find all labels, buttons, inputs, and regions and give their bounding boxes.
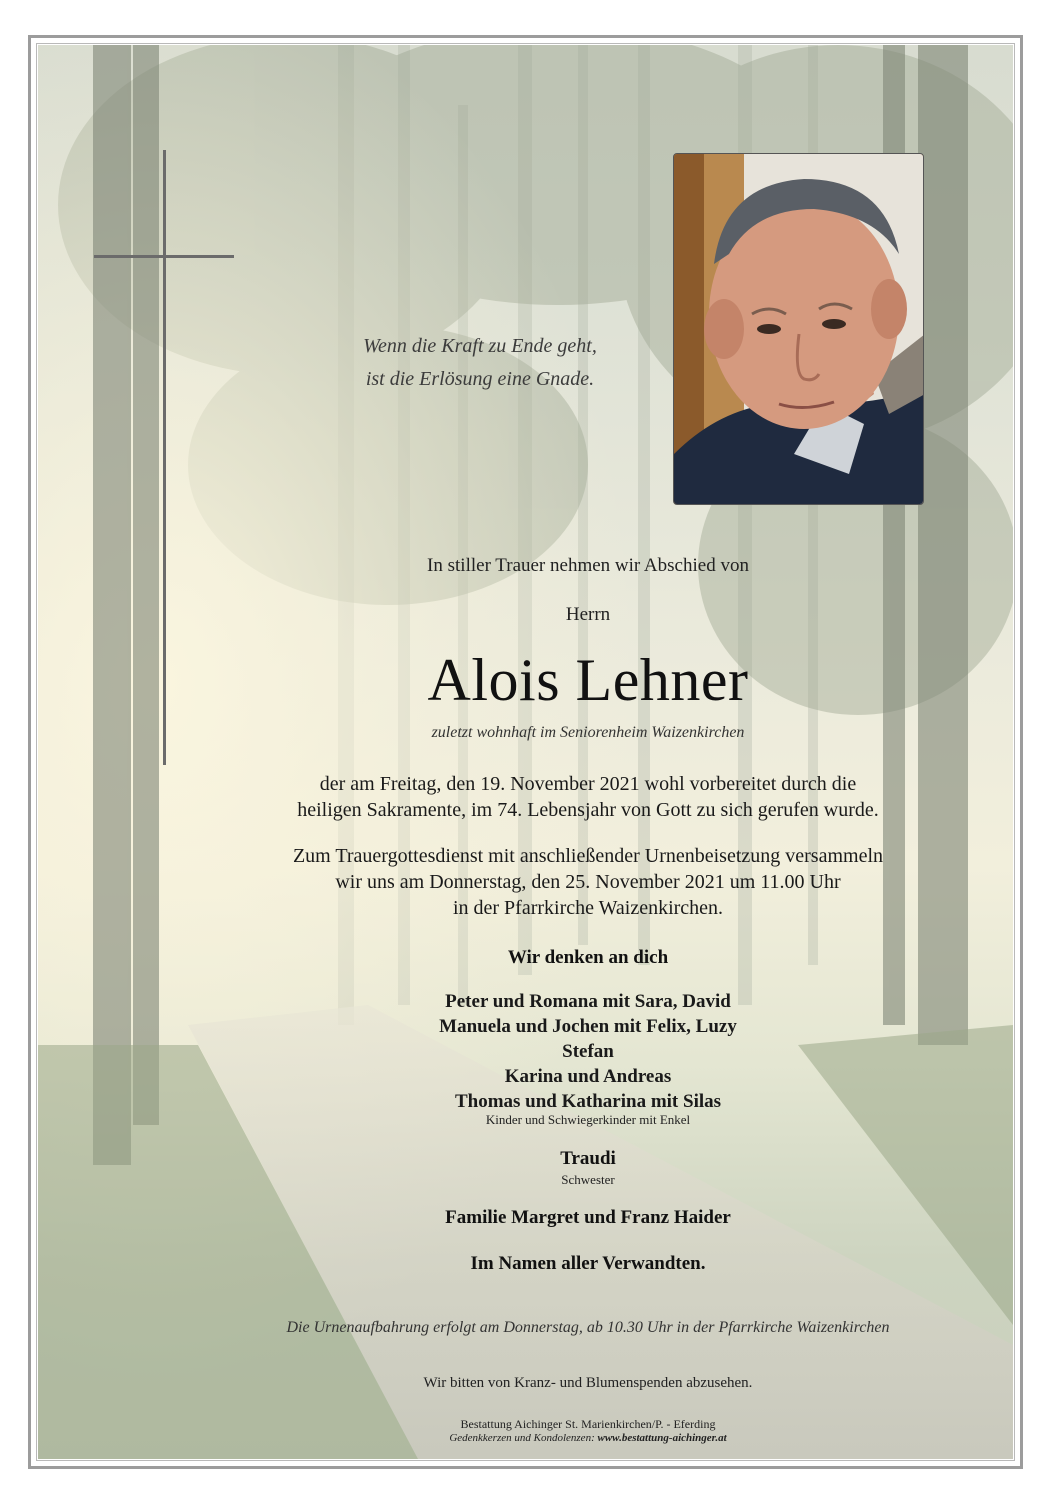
memorial-quote xyxy=(290,330,670,396)
family-entry: Manuela und Jochen mit Felix, Luzy xyxy=(439,1016,737,1037)
family-entry: Thomas und Katharina mit Silas xyxy=(454,1091,722,1112)
condolence-website-link[interactable]: www.bestattung-aichinger.at xyxy=(597,1432,727,1444)
sibling-name: Traudi xyxy=(560,1148,616,1169)
funeral-service xyxy=(160,843,1016,921)
quote-line-2: ist die Erlösung eine Gnade. xyxy=(365,368,595,390)
urn-notice: Die Urnenaufbahrung erfolgt am Donnerstag, ab 10.30 Uhr in der Pfarrkirche Waizenkirchen xyxy=(286,1319,890,1336)
relatives-line: Im Namen aller Verwandten. xyxy=(470,1253,706,1274)
quote-line-1: Wenn die Kraft zu Ende geht, xyxy=(363,335,597,357)
portrait-image xyxy=(674,154,924,505)
service-line-1: Zum Trauergottesdienst mit anschließender Urnenbeisetzung versammeln xyxy=(292,845,884,867)
family-entry: Peter und Romana mit Sara, David xyxy=(445,991,731,1012)
family-list xyxy=(160,989,1016,1114)
death-line-1: der am Freitag, den 19. November 2021 wohl vorbereitet durch die xyxy=(319,773,857,795)
haider-family: Familie Margret und Franz Haider xyxy=(445,1207,731,1228)
salutation: Herrn xyxy=(565,604,611,625)
service-line-3: in der Pfarrkirche Waizenkirchen. xyxy=(452,897,724,919)
remember-heading: Wir denken an dich xyxy=(507,947,669,968)
service-line-2: wir uns am Donnerstag, den 25. November 2021 um 11.00 Uhr xyxy=(335,871,841,893)
sibling-caption: Schwester xyxy=(561,1172,615,1187)
condolence-label: Gedenkkerzen und Kondolenzen: xyxy=(449,1432,595,1444)
deceased-portrait xyxy=(673,153,924,505)
last-residence: zuletzt wohnhaft im Seniorenheim Waizenkirchen xyxy=(431,724,745,741)
undertaker-name: Bestattung Aichinger St. Marienkirchen/P. - Eferding xyxy=(460,1417,716,1431)
condolence-line xyxy=(160,1432,1016,1444)
farewell-intro: In stiller Trauer nehmen wir Abschied von xyxy=(427,555,749,576)
family-entry: Karina und Andreas xyxy=(504,1066,672,1087)
death-notice xyxy=(160,771,1016,823)
death-line-2: heiligen Sakramente, im 74. Lebensjahr von Gott zu sich gerufen wurde. xyxy=(297,799,879,821)
deceased-name: Alois Lehner xyxy=(427,647,749,713)
flowers-notice: Wir bitten von Kranz- und Blumenspenden abzusehen. xyxy=(423,1375,753,1391)
family-entry: Stefan xyxy=(562,1041,614,1062)
family-caption: Kinder und Schwiegerkinder mit Enkel xyxy=(485,1112,691,1127)
cross-horizontal-icon xyxy=(94,255,234,258)
